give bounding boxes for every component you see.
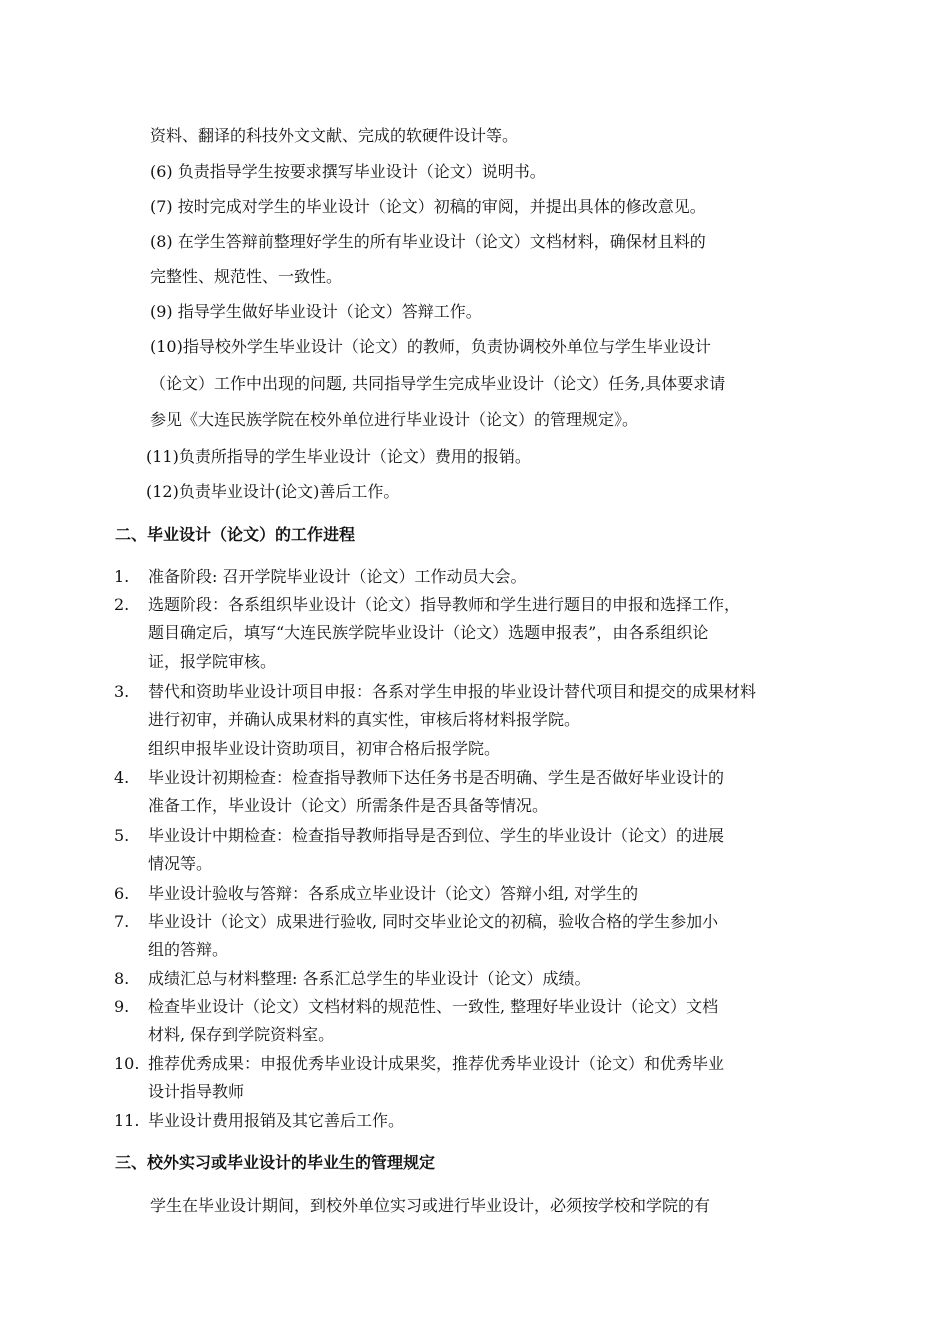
list-item-number: 9.	[114, 997, 130, 1016]
list-item-continuation: 题目确定后，填写“大连民族学院毕业设计（论文）选题申报表”，由各系组织论	[148, 623, 709, 642]
duties-item-10-cont: （论文）工作中出现的问题, 共同指导学生完成毕业设计（论文）任务,具体要求请	[150, 374, 726, 393]
list-item	[114, 912, 718, 932]
list-item-number: 5.	[114, 826, 130, 845]
list-item	[114, 1054, 724, 1074]
list-item-number: 10.	[114, 1054, 140, 1073]
list-item-continuation: 材料, 保存到学院资料室。	[148, 1025, 335, 1044]
list-item-text: 选题阶段：各系组织毕业设计（论文）指导教师和学生进行题目的申报和选择工作，	[148, 595, 741, 614]
list-item	[114, 595, 740, 615]
list-item-number: 7.	[114, 912, 130, 931]
list-item-continuation: 证，报学院审核。	[148, 652, 277, 671]
list-item-number: 8.	[114, 969, 130, 988]
list-item-continuation: 组的答辩。	[148, 940, 229, 959]
list-item-text: 替代和资助毕业设计项目申报：各系对学生申报的毕业设计替代项目和提交的成果材料	[148, 682, 757, 701]
list-item-text: 毕业设计费用报销及其它善后工作。	[148, 1111, 405, 1130]
list-item-text: 准备阶段: 召开学院毕业设计（论文）工作动员大会。	[148, 567, 527, 586]
list-item-continuation: 设计指导教师	[148, 1082, 245, 1101]
list-item	[114, 1111, 404, 1131]
duties-item-7: (7) 按时完成对学生的毕业设计（论文）初稿的审阅，并提出具体的修改意见。	[150, 197, 706, 216]
list-item	[114, 567, 526, 587]
duties-item-12: (12)负责毕业设计(论文)善后工作。	[146, 482, 400, 501]
duties-item-8: (8) 在学生答辩前整理好学生的所有毕业设计（论文）文档材料，确保材且料的	[150, 232, 706, 251]
duties-item-11: (11)负责所指导的学生毕业设计（论文）费用的报销。	[146, 447, 531, 466]
section-heading: 二、毕业设计（论文）的工作进程	[115, 525, 356, 544]
list-item	[114, 997, 718, 1017]
list-item-number: 11.	[114, 1111, 140, 1130]
list-item-number: 3.	[114, 682, 130, 701]
section-heading: 三、校外实习或毕业设计的毕业生的管理规定	[115, 1153, 436, 1172]
list-item	[114, 826, 724, 846]
duties-item-10-cont: 参见《大连民族学院在校外单位进行毕业设计（论文）的管理规定》。	[150, 410, 639, 429]
list-item-number: 1.	[114, 567, 130, 586]
list-item-continuation: 组织申报毕业设计资助项目，初审合格后报学院。	[148, 739, 501, 758]
list-item-text: 毕业设计（论文）成果进行验收, 同时交毕业论文的初稿，验收合格的学生参加小	[148, 912, 719, 931]
duties-line: 资料、翻译的科技外文文献、完成的软硬件设计等。	[150, 126, 519, 145]
duties-item-6: (6) 负责指导学生按要求撰写毕业设计（论文）说明书。	[150, 162, 546, 181]
list-item-text: 推荐优秀成果：申报优秀毕业设计成果奖，推荐优秀毕业设计（论文）和优秀毕业	[148, 1054, 725, 1073]
list-item-continuation: 进行初审，并确认成果材料的真实性，审核后将材料报学院。	[148, 710, 581, 729]
duties-item-10: (10)指导校外学生毕业设计（论文）的教师，负责协调校外单位与学生毕业设计	[150, 337, 711, 356]
list-item	[114, 768, 724, 788]
list-item-continuation: 情况等。	[148, 854, 213, 873]
list-item-continuation: 准备工作，毕业设计（论文）所需条件是否具备等情况。	[148, 796, 549, 815]
list-item-text: 毕业设计验收与答辩：各系成立毕业设计（论文）答辩小组, 对学生的	[148, 884, 639, 903]
list-item-number: 2.	[114, 595, 130, 614]
list-item-text: 毕业设计中期检查：检查指导教师指导是否到位、学生的毕业设计（论文）的进展	[148, 826, 725, 845]
list-item	[114, 682, 756, 702]
duties-item-9: (9) 指导学生做好毕业设计（论文）答辩工作。	[150, 302, 482, 321]
paragraph: 学生在毕业设计期间，到校外单位实习或进行毕业设计，必须按学校和学院的有	[150, 1196, 711, 1215]
list-item-text: 成绩汇总与材料整理: 各系汇总学生的毕业设计（论文）成绩。	[148, 969, 591, 988]
list-item	[114, 884, 638, 904]
list-item-text: 检查毕业设计（论文）文档材料的规范性、一致性, 整理好毕业设计（论文）文档	[148, 997, 719, 1016]
list-item	[114, 969, 590, 989]
list-item-text: 毕业设计初期检查：检查指导教师下达任务书是否明确、学生是否做好毕业设计的	[148, 768, 725, 787]
duties-item-8-cont: 完整性、规范性、一致性。	[150, 267, 343, 286]
list-item-number: 4.	[114, 768, 130, 787]
list-item-number: 6.	[114, 884, 130, 903]
